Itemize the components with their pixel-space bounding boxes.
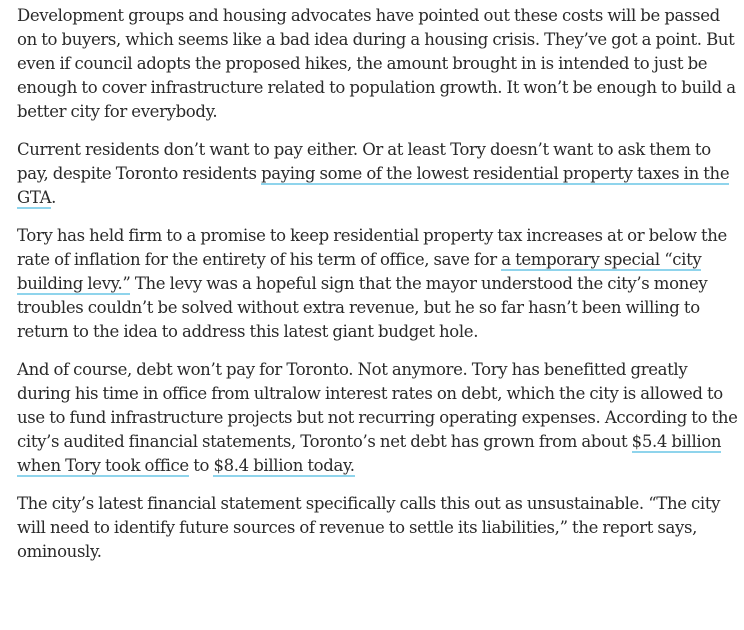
paragraph-tax-promise — [17, 224, 739, 344]
paragraph-text: The city’s latest financial statement specifically calls this out as unsustainable. “The city will need to identify future sources of revenue to settle its liabilities,” the report says, ominously. — [17, 494, 721, 561]
paragraph-text: to — [188, 456, 214, 475]
paragraph-current-residents — [17, 138, 739, 210]
paragraph-text: Tory has held firm to a promise to keep residential property tax increases at or below the rate of inflation for the entirety of his term of office, save for — [17, 226, 727, 269]
debt-today-link[interactable]: $8.4 billion today. — [213, 456, 355, 475]
paragraph-text: . — [51, 188, 57, 207]
paragraph-text: And of course, debt won’t pay for Toronto. Not anymore. Tory has benefitted greatly during his time in office from ultralow interest rates on debt, which the city is allowed to use to fund infrastructure projects but not recurring operating expenses. According to the city’s audited financial statements, Toronto’s net debt has grown from about — [17, 360, 738, 451]
property-taxes-link[interactable]: paying some of the lowest residential property taxes in the GTA — [17, 164, 730, 207]
paragraph-financial-statement — [17, 492, 739, 564]
paragraph-text: Development groups and housing advocates have pointed out these costs will be passed on to buyers, which seems like a bad idea during a housing crisis. They’ve got a point. But even if council adopts the proposed hikes, the amount brought in is intended to just be enough to cover infrastructure related to population growth. It won’t be enough to build a better city for everybody. — [17, 6, 736, 121]
paragraph-text: The levy was a hopeful sign that the mayor understood the city’s money troubles couldn’t be solved without extra revenue, but he so far hasn’t been willing to return to the idea to address this latest giant budget hole. — [17, 274, 708, 341]
paragraph-text: Current residents don’t want to pay either. Or at least Tory doesn’t want to ask them to pay, despite Toronto residents — [17, 140, 711, 183]
paragraph-development-costs — [17, 4, 739, 124]
city-building-levy-link[interactable]: a temporary special “city building levy.” — [17, 250, 702, 293]
debt-2014-link[interactable]: $5.4 billion when Tory took office — [17, 432, 722, 475]
paragraph-debt — [17, 358, 739, 478]
